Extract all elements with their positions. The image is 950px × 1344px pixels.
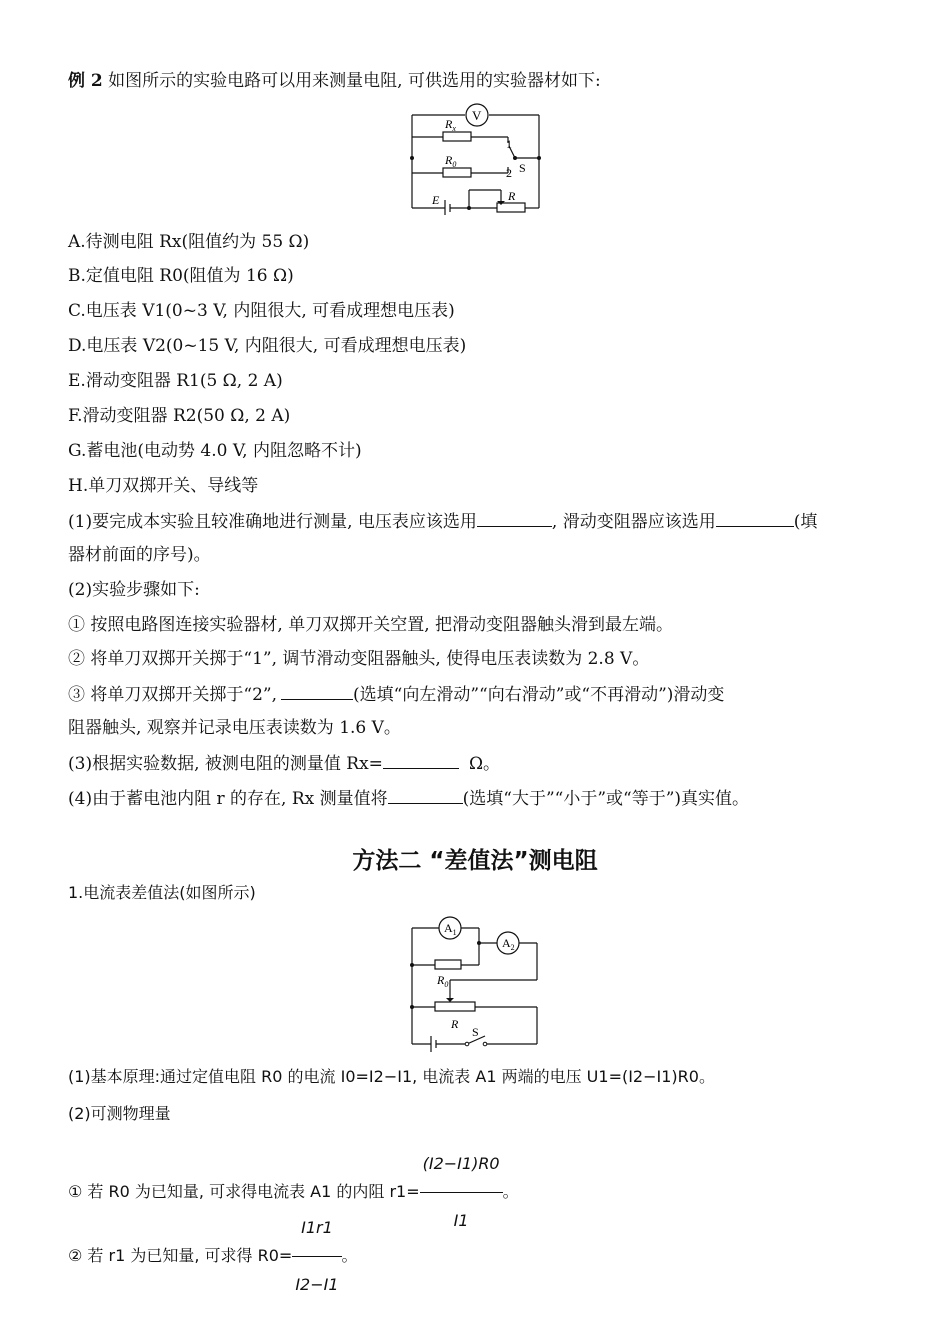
question-1: (1)要完成本实验且较准确地进行测量, 电压表应该选用 , 滑动变阻器应该选用 (填 xyxy=(68,512,818,532)
example-label: 例 2 xyxy=(68,71,103,91)
rheostat-label-2: R xyxy=(451,1017,459,1031)
circuit-diagram-1 xyxy=(405,100,550,215)
blank-2[interactable] xyxy=(716,510,794,527)
voltmeter-label: V xyxy=(472,108,482,123)
question-1-cont: 器材前面的序号)。 xyxy=(68,545,211,565)
example-stem-text: 如图所示的实验电路可以用来测量电阻, 可供选用的实验器材如下: xyxy=(108,71,601,91)
battery-label: E xyxy=(432,193,440,207)
item-2: ② 若 r1 为已知量, 可求得 R0= $\frac{I1r1}{I2-I1}$ 。 xyxy=(68,1200,358,1313)
example-stem xyxy=(68,70,601,92)
blank-3[interactable] xyxy=(281,683,353,700)
option-c: C.电压表 V1(0~3 V, 内阻很大, 可看成理想电压表) xyxy=(68,301,455,321)
switch-label-2: S xyxy=(472,1025,479,1039)
formula-r1: $\frac{(I2-I1)R0}{I1}$ xyxy=(420,1136,503,1249)
blank-4[interactable] xyxy=(383,752,459,769)
option-f: F.滑动变阻器 R2(50 Ω, 2 A) xyxy=(68,406,291,426)
question-2: (2)实验步骤如下: xyxy=(68,580,200,600)
switch-label: S xyxy=(519,161,526,175)
r0-label-2: $R_0$ xyxy=(437,973,449,989)
formula-r0: $\frac{I1r1}{I2-I1}$ xyxy=(292,1200,341,1313)
ammeter-a2-label: $A_2$ xyxy=(502,936,515,952)
blank-5[interactable] xyxy=(388,787,463,804)
rheostat-label: R xyxy=(508,189,516,203)
r0-label: $R_0$ xyxy=(445,153,457,169)
step-3: ③ 将单刀双掷开关掷于“2”, (选填“向左滑动”“向右滑动”或“不再滑动”)滑动变 xyxy=(68,685,725,705)
option-h: H.单刀双掷开关、导线等 xyxy=(68,476,259,496)
question-4: (4)由于蓄电池内阻 r 的存在, Rx 测量值将 (选填“大于”“小于”或“等于”)真实值。 xyxy=(68,789,750,809)
section-title: 方法二 “差值法”测电阻 xyxy=(352,848,598,874)
measurable-heading: (2)可测物理量 xyxy=(68,1104,171,1123)
ammeter-a1-label: $A_1$ xyxy=(444,921,457,937)
principle: (1)基本原理:通过定值电阻 R0 的电流 I0=I2−I1, 电流表 A1 两端的电压 U1=(I2−I1)R0。 xyxy=(68,1067,715,1086)
item-1: ① 若 R0 为已知量, 可求得电流表 A1 的内阻 r1= $\frac{(I2-I1)R0}{I1}$ 。 xyxy=(68,1136,519,1249)
question-3: (3)根据实验数据, 被测电阻的测量值 Rx= Ω。 xyxy=(68,754,501,774)
option-g: G.蓄电池(电动势 4.0 V, 内阻忽略不计) xyxy=(68,441,362,461)
step-3-cont: 阻器触头, 观察并记录电压表读数为 1.6 V。 xyxy=(68,718,401,738)
option-a: A.待测电阻 Rx(阻值约为 55 Ω) xyxy=(68,232,310,252)
pos1-label: 1 xyxy=(506,137,512,151)
step-1: ① 按照电路图连接实验器材, 单刀双掷开关空置, 把滑动变阻器触头滑到最左端。 xyxy=(68,615,674,635)
option-e: E.滑动变阻器 R1(5 Ω, 2 A) xyxy=(68,371,283,391)
step-2: ② 将单刀双掷开关掷于“1”, 调节滑动变阻器触头, 使得电压表读数为 2.8 V。 xyxy=(68,649,650,669)
rx-label: $R_x$ xyxy=(445,117,456,133)
option-b: B.定值电阻 R0(阻值为 16 Ω) xyxy=(68,266,294,286)
blank-1[interactable] xyxy=(477,510,552,527)
option-d: D.电压表 V2(0~15 V, 内阻很大, 可看成理想电压表) xyxy=(68,336,467,356)
subsection-title: 1.电流表差值法(如图所示) xyxy=(68,883,256,902)
pos2-label: 2 xyxy=(506,166,512,180)
circuit-diagram-2 xyxy=(405,912,550,1052)
